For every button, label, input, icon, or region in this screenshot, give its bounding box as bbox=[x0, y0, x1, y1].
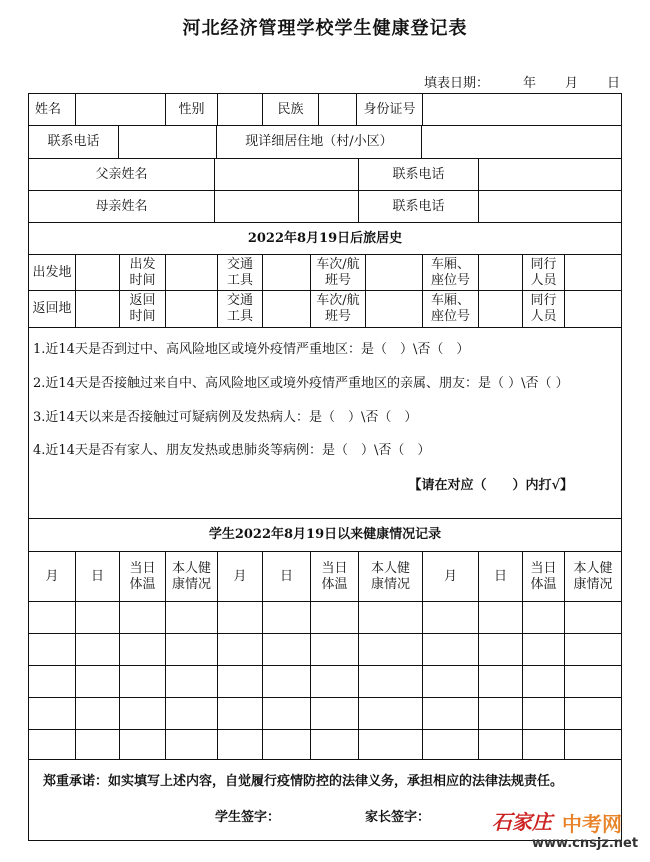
health-title-row bbox=[29, 519, 621, 552]
name-field[interactable] bbox=[76, 94, 166, 125]
health-header-temp-2 bbox=[311, 552, 359, 601]
return-place-label: 返回地 bbox=[29, 291, 76, 327]
health-record-cell[interactable] bbox=[263, 698, 311, 729]
health-record-cell[interactable] bbox=[479, 698, 523, 729]
health-row bbox=[29, 602, 621, 634]
phone-label: 联系电话 bbox=[29, 126, 119, 158]
health-record-cell[interactable] bbox=[423, 634, 479, 665]
father-name-label: 父亲姓名 bbox=[29, 159, 215, 190]
return-seat-label-text: 车厢、座位号 bbox=[430, 293, 470, 324]
health-header-day-3: 日 bbox=[479, 552, 523, 601]
father-phone-label: 联系电话 bbox=[359, 159, 479, 190]
return-transport-label-text: 交通工具 bbox=[226, 293, 253, 324]
mother-phone-field[interactable] bbox=[479, 191, 621, 222]
health-record-cell[interactable] bbox=[423, 698, 479, 729]
return-train-field[interactable] bbox=[366, 291, 423, 327]
health-header-status-2 bbox=[359, 552, 423, 601]
health-header-month-1: 月 bbox=[29, 552, 76, 601]
health-record-cell[interactable] bbox=[565, 730, 621, 759]
gender-label: 性别 bbox=[166, 94, 218, 125]
health-record-cell[interactable] bbox=[263, 634, 311, 665]
health-record-cell[interactable] bbox=[523, 698, 565, 729]
health-record-cell[interactable] bbox=[76, 634, 120, 665]
health-record-cell[interactable] bbox=[263, 666, 311, 697]
health-header-month-2: 月 bbox=[218, 552, 263, 601]
health-header-status-3-text: 本人健康情况 bbox=[573, 560, 613, 592]
father-phone-field[interactable] bbox=[479, 159, 621, 190]
health-record-cell[interactable] bbox=[311, 634, 359, 665]
return-seat-label bbox=[423, 291, 479, 327]
health-header-status-1 bbox=[166, 552, 218, 601]
depart-companion-label-text: 同行人员 bbox=[530, 256, 557, 288]
depart-train-label bbox=[311, 255, 366, 290]
health-record-cell[interactable] bbox=[479, 634, 523, 665]
health-form bbox=[28, 93, 622, 841]
health-record-cell[interactable] bbox=[423, 666, 479, 697]
health-header-status-1-text: 本人健康情况 bbox=[171, 560, 211, 592]
depart-place-field[interactable] bbox=[76, 255, 120, 290]
depart-transport-label bbox=[218, 255, 263, 290]
return-companion-label bbox=[523, 291, 565, 327]
health-record-cell[interactable] bbox=[311, 730, 359, 759]
health-record-cell[interactable] bbox=[29, 730, 76, 759]
mother-phone-label: 联系电话 bbox=[359, 191, 479, 222]
health-record-cell[interactable] bbox=[120, 634, 166, 665]
health-record-cell[interactable] bbox=[311, 698, 359, 729]
ethnicity-field[interactable] bbox=[319, 94, 357, 125]
health-record-cell[interactable] bbox=[120, 602, 166, 633]
name-label: 姓名 bbox=[29, 94, 76, 125]
date-year-label: 年 bbox=[523, 76, 537, 91]
health-record-cell[interactable] bbox=[523, 730, 565, 759]
return-time-label bbox=[120, 291, 166, 327]
health-record-cell[interactable] bbox=[523, 666, 565, 697]
return-seat-field[interactable] bbox=[479, 291, 523, 327]
date-month-label: 月 bbox=[565, 76, 579, 91]
depart-train-field[interactable] bbox=[366, 255, 423, 290]
return-train-label-text: 车次/航班号 bbox=[316, 293, 360, 324]
depart-place-label: 出发地 bbox=[29, 255, 76, 290]
mother-row bbox=[29, 191, 621, 223]
health-record-cell[interactable] bbox=[565, 666, 621, 697]
depart-time-label bbox=[120, 255, 166, 290]
travel-section-title: 2022年8月19日后旅居史 bbox=[247, 230, 403, 246]
health-record-cell[interactable] bbox=[218, 698, 263, 729]
health-header-temp-2-text: 当日体温 bbox=[321, 560, 348, 592]
gender-field[interactable] bbox=[218, 94, 263, 125]
health-record-cell[interactable] bbox=[479, 602, 523, 633]
health-record-cell[interactable] bbox=[120, 666, 166, 697]
health-record-cell[interactable] bbox=[311, 666, 359, 697]
depart-transport-field[interactable] bbox=[263, 255, 311, 290]
depart-time-label-text: 出发时间 bbox=[129, 256, 156, 288]
health-record-cell[interactable] bbox=[218, 634, 263, 665]
watermark-site-name: 中考网 bbox=[562, 812, 622, 836]
watermark-url[interactable]: www.cnsjz.net bbox=[532, 836, 639, 851]
ethnicity-label: 民族 bbox=[263, 94, 319, 125]
health-record-cell[interactable] bbox=[76, 730, 120, 759]
health-header-status-3 bbox=[565, 552, 621, 601]
health-record-cell[interactable] bbox=[29, 666, 76, 697]
health-header-status-2-text: 本人健康情况 bbox=[370, 560, 410, 592]
question-3: 3.近14天以来是否接触过可疑病例及发热病人：是（ ）\否（ ） bbox=[33, 410, 418, 425]
health-record-cell[interactable] bbox=[166, 666, 218, 697]
health-record-cell[interactable] bbox=[218, 602, 263, 633]
health-record-cell[interactable] bbox=[423, 730, 479, 759]
return-row bbox=[29, 291, 621, 328]
parent-signature-label: 家长签字： bbox=[365, 810, 431, 825]
return-place-field[interactable] bbox=[76, 291, 120, 327]
mother-name-field[interactable] bbox=[215, 191, 359, 222]
health-record-cell[interactable] bbox=[565, 634, 621, 665]
health-row bbox=[29, 634, 621, 666]
health-record-cell[interactable] bbox=[29, 602, 76, 633]
return-train-label bbox=[311, 291, 366, 327]
health-row bbox=[29, 698, 621, 730]
return-companion-label-text: 同行人员 bbox=[530, 293, 557, 324]
health-record-cell[interactable] bbox=[76, 698, 120, 729]
health-record-cell[interactable] bbox=[218, 666, 263, 697]
question-1: 1.近14天是否到过中、高风险地区或境外疫情严重地区：是（ ）\否（ ） bbox=[33, 342, 470, 357]
health-record-cell[interactable] bbox=[120, 698, 166, 729]
id-field[interactable] bbox=[423, 94, 621, 125]
address-label: 现详细居住地（村/小区） bbox=[217, 126, 422, 158]
health-header-day-2: 日 bbox=[263, 552, 311, 601]
commitment-text: 郑重承诺：如实填写上述内容，自觉履行疫情防控的法律义务，承担相应的法律法规责任。 bbox=[43, 774, 564, 789]
health-record-cell[interactable] bbox=[263, 730, 311, 759]
health-record-cell[interactable] bbox=[479, 730, 523, 759]
health-record-cell[interactable] bbox=[166, 730, 218, 759]
depart-seat-label-text: 车厢、座位号 bbox=[430, 256, 470, 288]
health-record-cell[interactable] bbox=[523, 602, 565, 633]
health-record-cell[interactable] bbox=[166, 602, 218, 633]
health-record-cell[interactable] bbox=[565, 698, 621, 729]
address-field[interactable] bbox=[422, 126, 621, 158]
return-companion-field[interactable] bbox=[565, 291, 621, 327]
health-record-cell[interactable] bbox=[359, 602, 423, 633]
health-record-cell[interactable] bbox=[423, 602, 479, 633]
health-header-month-3: 月 bbox=[423, 552, 479, 601]
depart-transport-label-text: 交通工具 bbox=[226, 256, 253, 288]
date-day-label: 日 bbox=[607, 76, 621, 91]
phone-field[interactable] bbox=[119, 126, 217, 158]
health-record-cell[interactable] bbox=[359, 666, 423, 697]
health-record-cell[interactable] bbox=[359, 634, 423, 665]
health-record-cell[interactable] bbox=[120, 730, 166, 759]
health-record-cell[interactable] bbox=[479, 666, 523, 697]
student-signature-label: 学生签字： bbox=[215, 810, 281, 825]
return-transport-field[interactable] bbox=[263, 291, 311, 327]
health-record-cell[interactable] bbox=[29, 634, 76, 665]
depart-train-label-text: 车次/航班号 bbox=[316, 256, 360, 288]
health-record-cell[interactable] bbox=[218, 730, 263, 759]
health-record-cell[interactable] bbox=[359, 730, 423, 759]
depart-companion-field[interactable] bbox=[565, 255, 621, 290]
basic-info-row bbox=[29, 94, 621, 126]
health-record-cell[interactable] bbox=[166, 634, 218, 665]
id-label: 身份证号 bbox=[357, 94, 423, 125]
page-title: 河北经济管理学校学生健康登记表 bbox=[182, 18, 468, 39]
health-record-cell[interactable] bbox=[359, 698, 423, 729]
health-record-cell[interactable] bbox=[166, 698, 218, 729]
return-time-field[interactable] bbox=[166, 291, 218, 327]
health-record-cell[interactable] bbox=[76, 602, 120, 633]
depart-seat-field[interactable] bbox=[479, 255, 523, 290]
health-section-title: 学生2022年8月19日以来健康情况记录 bbox=[208, 527, 442, 542]
depart-row bbox=[29, 255, 621, 291]
health-record-cell[interactable] bbox=[565, 602, 621, 633]
health-header-temp-1 bbox=[120, 552, 166, 601]
question-4: 4.近14天是否有家人、朋友发热或患肺炎等病例：是（ ）\否（ ） bbox=[33, 443, 431, 458]
health-row bbox=[29, 730, 621, 760]
health-record-cell[interactable] bbox=[523, 634, 565, 665]
check-instruction: 【请在对应（ ）内打√】 bbox=[408, 478, 573, 493]
health-record-cell[interactable] bbox=[311, 602, 359, 633]
question-2: 2.近14天是否接触过来自中、高风险地区或境外疫情严重地区的亲属、朋友：是（ ）\否（ ） bbox=[33, 376, 569, 391]
questions-block bbox=[29, 328, 621, 519]
health-row bbox=[29, 666, 621, 698]
health-record-cell[interactable] bbox=[29, 698, 76, 729]
watermark bbox=[492, 806, 642, 856]
father-row bbox=[29, 159, 621, 191]
health-header-temp-3 bbox=[523, 552, 565, 601]
health-header-day-1: 日 bbox=[76, 552, 120, 601]
depart-seat-label bbox=[423, 255, 479, 290]
health-header-temp-3-text: 当日体温 bbox=[530, 560, 557, 592]
father-name-field[interactable] bbox=[215, 159, 359, 190]
watermark-logo: 石家庄 bbox=[492, 810, 552, 834]
depart-companion-label bbox=[523, 255, 565, 290]
health-record-cell[interactable] bbox=[263, 602, 311, 633]
contact-row bbox=[29, 126, 621, 159]
travel-title-row bbox=[29, 223, 621, 255]
health-header-temp-1-text: 当日体温 bbox=[129, 560, 156, 592]
health-header-row bbox=[29, 552, 621, 602]
depart-time-field[interactable] bbox=[166, 255, 218, 290]
fill-date-label: 填表日期： bbox=[424, 76, 490, 91]
return-time-label-text: 返回时间 bbox=[129, 293, 156, 324]
mother-name-label: 母亲姓名 bbox=[29, 191, 215, 222]
health-record-cell[interactable] bbox=[76, 666, 120, 697]
return-transport-label bbox=[218, 291, 263, 327]
